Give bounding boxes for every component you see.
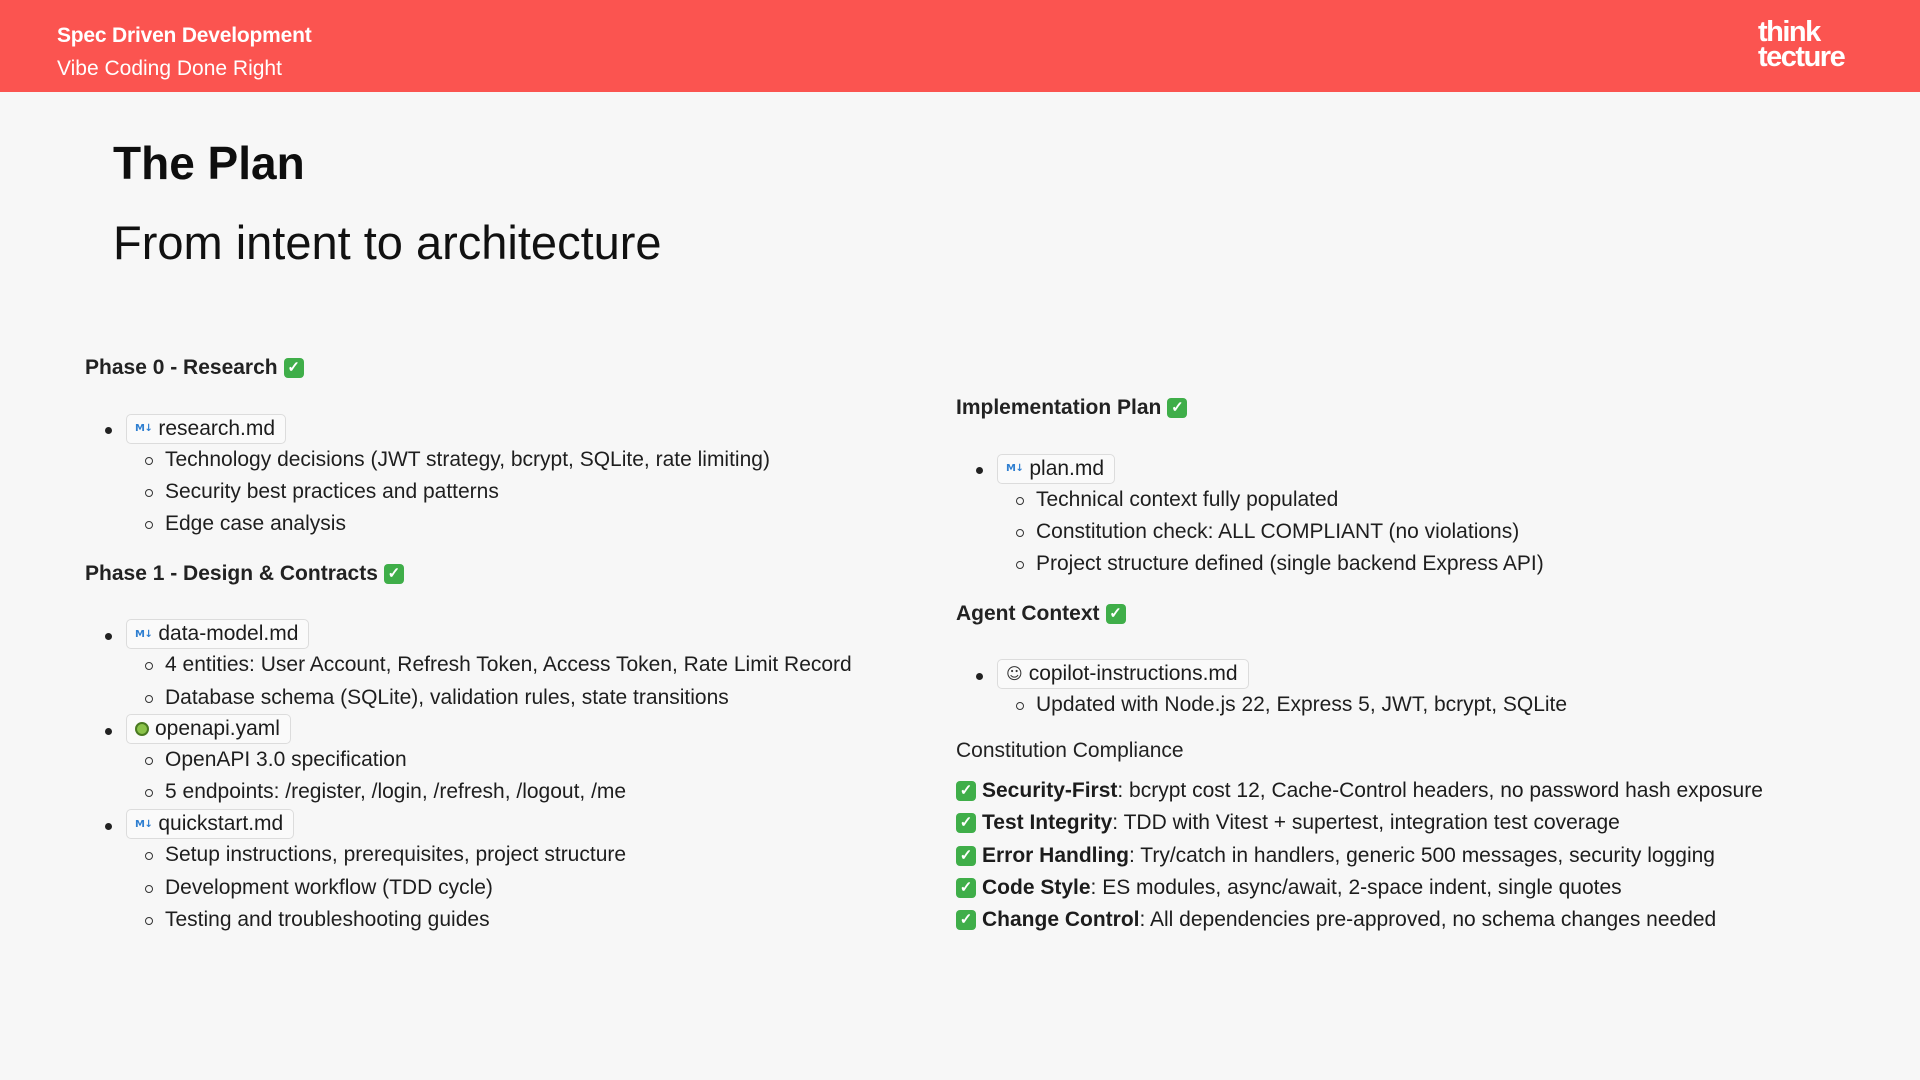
phase-1-file-list <box>85 619 945 937</box>
list-item: Technology decisions (JWT strategy, bcrypt, SQLite, rate limiting) <box>126 444 945 476</box>
compliance-key: Test Integrity <box>982 811 1113 835</box>
compliance-text <box>982 876 1622 900</box>
agent-context-heading <box>956 601 1906 627</box>
file-chip-plan[interactable] <box>997 454 1115 484</box>
implementation-file-list <box>956 453 1906 581</box>
compliance-key: Error Handling <box>982 843 1130 867</box>
phase-0-label: Phase 0 - Research <box>85 356 278 379</box>
sub-list <box>997 689 1906 721</box>
list-item <box>85 809 945 937</box>
sub-list <box>126 649 945 714</box>
implementation-plan-label: Implementation Plan <box>956 396 1162 419</box>
compliance-row <box>956 872 1906 904</box>
compliance-text <box>982 908 1716 932</box>
slide-header-bar <box>0 0 1920 92</box>
thinktecture-logo <box>1758 16 1848 73</box>
list-item: Development workflow (TDD cycle) <box>126 872 945 904</box>
markdown-icon: M↓ <box>135 628 153 640</box>
bullet <box>976 467 983 474</box>
file-chip-openapi[interactable] <box>126 714 291 744</box>
compliance-key: Change Control <box>982 907 1140 931</box>
markdown-icon: M↓ <box>135 423 153 434</box>
compliance-detail: : ES modules, async/await, 2-space indent, single quotes <box>1090 875 1622 899</box>
list-item: Testing and troubleshooting guides <box>126 904 945 936</box>
list-item: OpenAPI 3.0 specification <box>126 744 945 776</box>
yaml-icon <box>135 722 149 736</box>
compliance-row <box>956 807 1906 839</box>
check-icon: ✓ <box>956 813 976 833</box>
implementation-plan-heading <box>956 395 1906 421</box>
compliance-text <box>982 844 1715 868</box>
bullet <box>976 673 983 680</box>
logo-line-1: think <box>1758 16 1820 48</box>
compliance-row <box>956 839 1906 871</box>
list-item <box>85 619 945 714</box>
compliance-detail: : Try/catch in handlers, generic 500 messages, security logging <box>1129 843 1715 867</box>
markdown-icon: M↓ <box>135 818 153 830</box>
compliance-detail: : bcrypt cost 12, Cache-Control headers, no password hash exposure <box>1117 779 1763 803</box>
list-item: Constitution check: ALL COMPLIANT (no violations) <box>997 516 1906 548</box>
compliance-key: Security-First <box>982 779 1118 803</box>
phase-1-heading <box>85 561 945 587</box>
right-column <box>956 395 1906 936</box>
presentation-subtitle: Vibe Coding Done Right <box>57 57 282 80</box>
check-icon: ✓ <box>956 910 976 930</box>
list-item: Project structure defined (single backend Express API) <box>997 548 1906 580</box>
phase-0-file-list <box>85 413 945 541</box>
bullet <box>105 728 112 735</box>
compliance-heading: Constitution Compliance <box>956 739 1184 763</box>
copilot-icon: ☺ <box>1006 664 1023 684</box>
slide-title: The Plan <box>113 137 305 189</box>
slide-subtitle: From intent to architecture <box>113 216 662 269</box>
file-name: openapi.yaml <box>155 716 280 740</box>
file-name: copilot-instructions.md <box>1028 661 1238 685</box>
presentation-title: Spec Driven Development <box>57 24 312 47</box>
sub-list <box>126 839 945 936</box>
list-item <box>956 453 1906 581</box>
compliance-row <box>956 904 1906 936</box>
file-name: research.md <box>158 416 276 440</box>
compliance-row <box>956 775 1906 807</box>
check-icon: ✓ <box>284 358 304 378</box>
list-item: 5 endpoints: /register, /login, /refresh, /logout, /me <box>126 776 945 808</box>
check-icon: ✓ <box>384 564 404 584</box>
list-item: 4 entities: User Account, Refresh Token, Access Token, Rate Limit Record <box>126 649 945 681</box>
bullet <box>105 633 112 640</box>
compliance-text <box>982 811 1620 835</box>
check-icon: ✓ <box>1167 398 1187 418</box>
list-item <box>85 413 945 541</box>
list-item: Edge case analysis <box>126 508 945 540</box>
file-chip-research[interactable] <box>126 414 286 444</box>
compliance-key: Code Style <box>982 875 1091 899</box>
compliance-detail: : All dependencies pre-approved, no schema changes needed <box>1139 907 1717 931</box>
agent-file-list <box>956 659 1906 721</box>
sub-list <box>997 484 1906 581</box>
check-icon: ✓ <box>956 878 976 898</box>
logo-line-2: tecture <box>1758 41 1845 73</box>
bullet <box>105 823 112 830</box>
file-chip-data-model[interactable] <box>126 619 309 649</box>
sub-list <box>126 744 945 809</box>
list-item <box>85 714 945 809</box>
phase-0-heading <box>85 355 945 381</box>
file-name: data-model.md <box>158 622 299 646</box>
compliance-text <box>982 779 1763 803</box>
list-item: Updated with Node.js 22, Express 5, JWT, bcrypt, SQLite <box>997 689 1906 721</box>
markdown-icon: M↓ <box>1006 463 1024 474</box>
left-column <box>85 355 945 936</box>
list-item <box>956 659 1906 721</box>
file-chip-quickstart[interactable] <box>126 809 294 839</box>
list-item: Setup instructions, prerequisites, project structure <box>126 839 945 871</box>
list-item: Database schema (SQLite), validation rules, state transitions <box>126 682 945 714</box>
phase-1-label: Phase 1 - Design & Contracts <box>85 561 378 585</box>
list-item: Security best practices and patterns <box>126 476 945 508</box>
file-name: plan.md <box>1029 456 1105 480</box>
compliance-list <box>956 775 1906 936</box>
list-item: Technical context fully populated <box>997 484 1906 516</box>
file-name: quickstart.md <box>158 812 284 836</box>
file-chip-copilot-instructions[interactable] <box>997 659 1249 689</box>
agent-context-label: Agent Context <box>956 601 1100 625</box>
check-icon: ✓ <box>1106 604 1126 624</box>
check-icon: ✓ <box>956 781 976 801</box>
compliance-detail: : TDD with Vitest + supertest, integration test coverage <box>1112 811 1620 835</box>
bullet <box>105 427 112 434</box>
sub-list <box>126 444 945 541</box>
check-icon: ✓ <box>956 846 976 866</box>
